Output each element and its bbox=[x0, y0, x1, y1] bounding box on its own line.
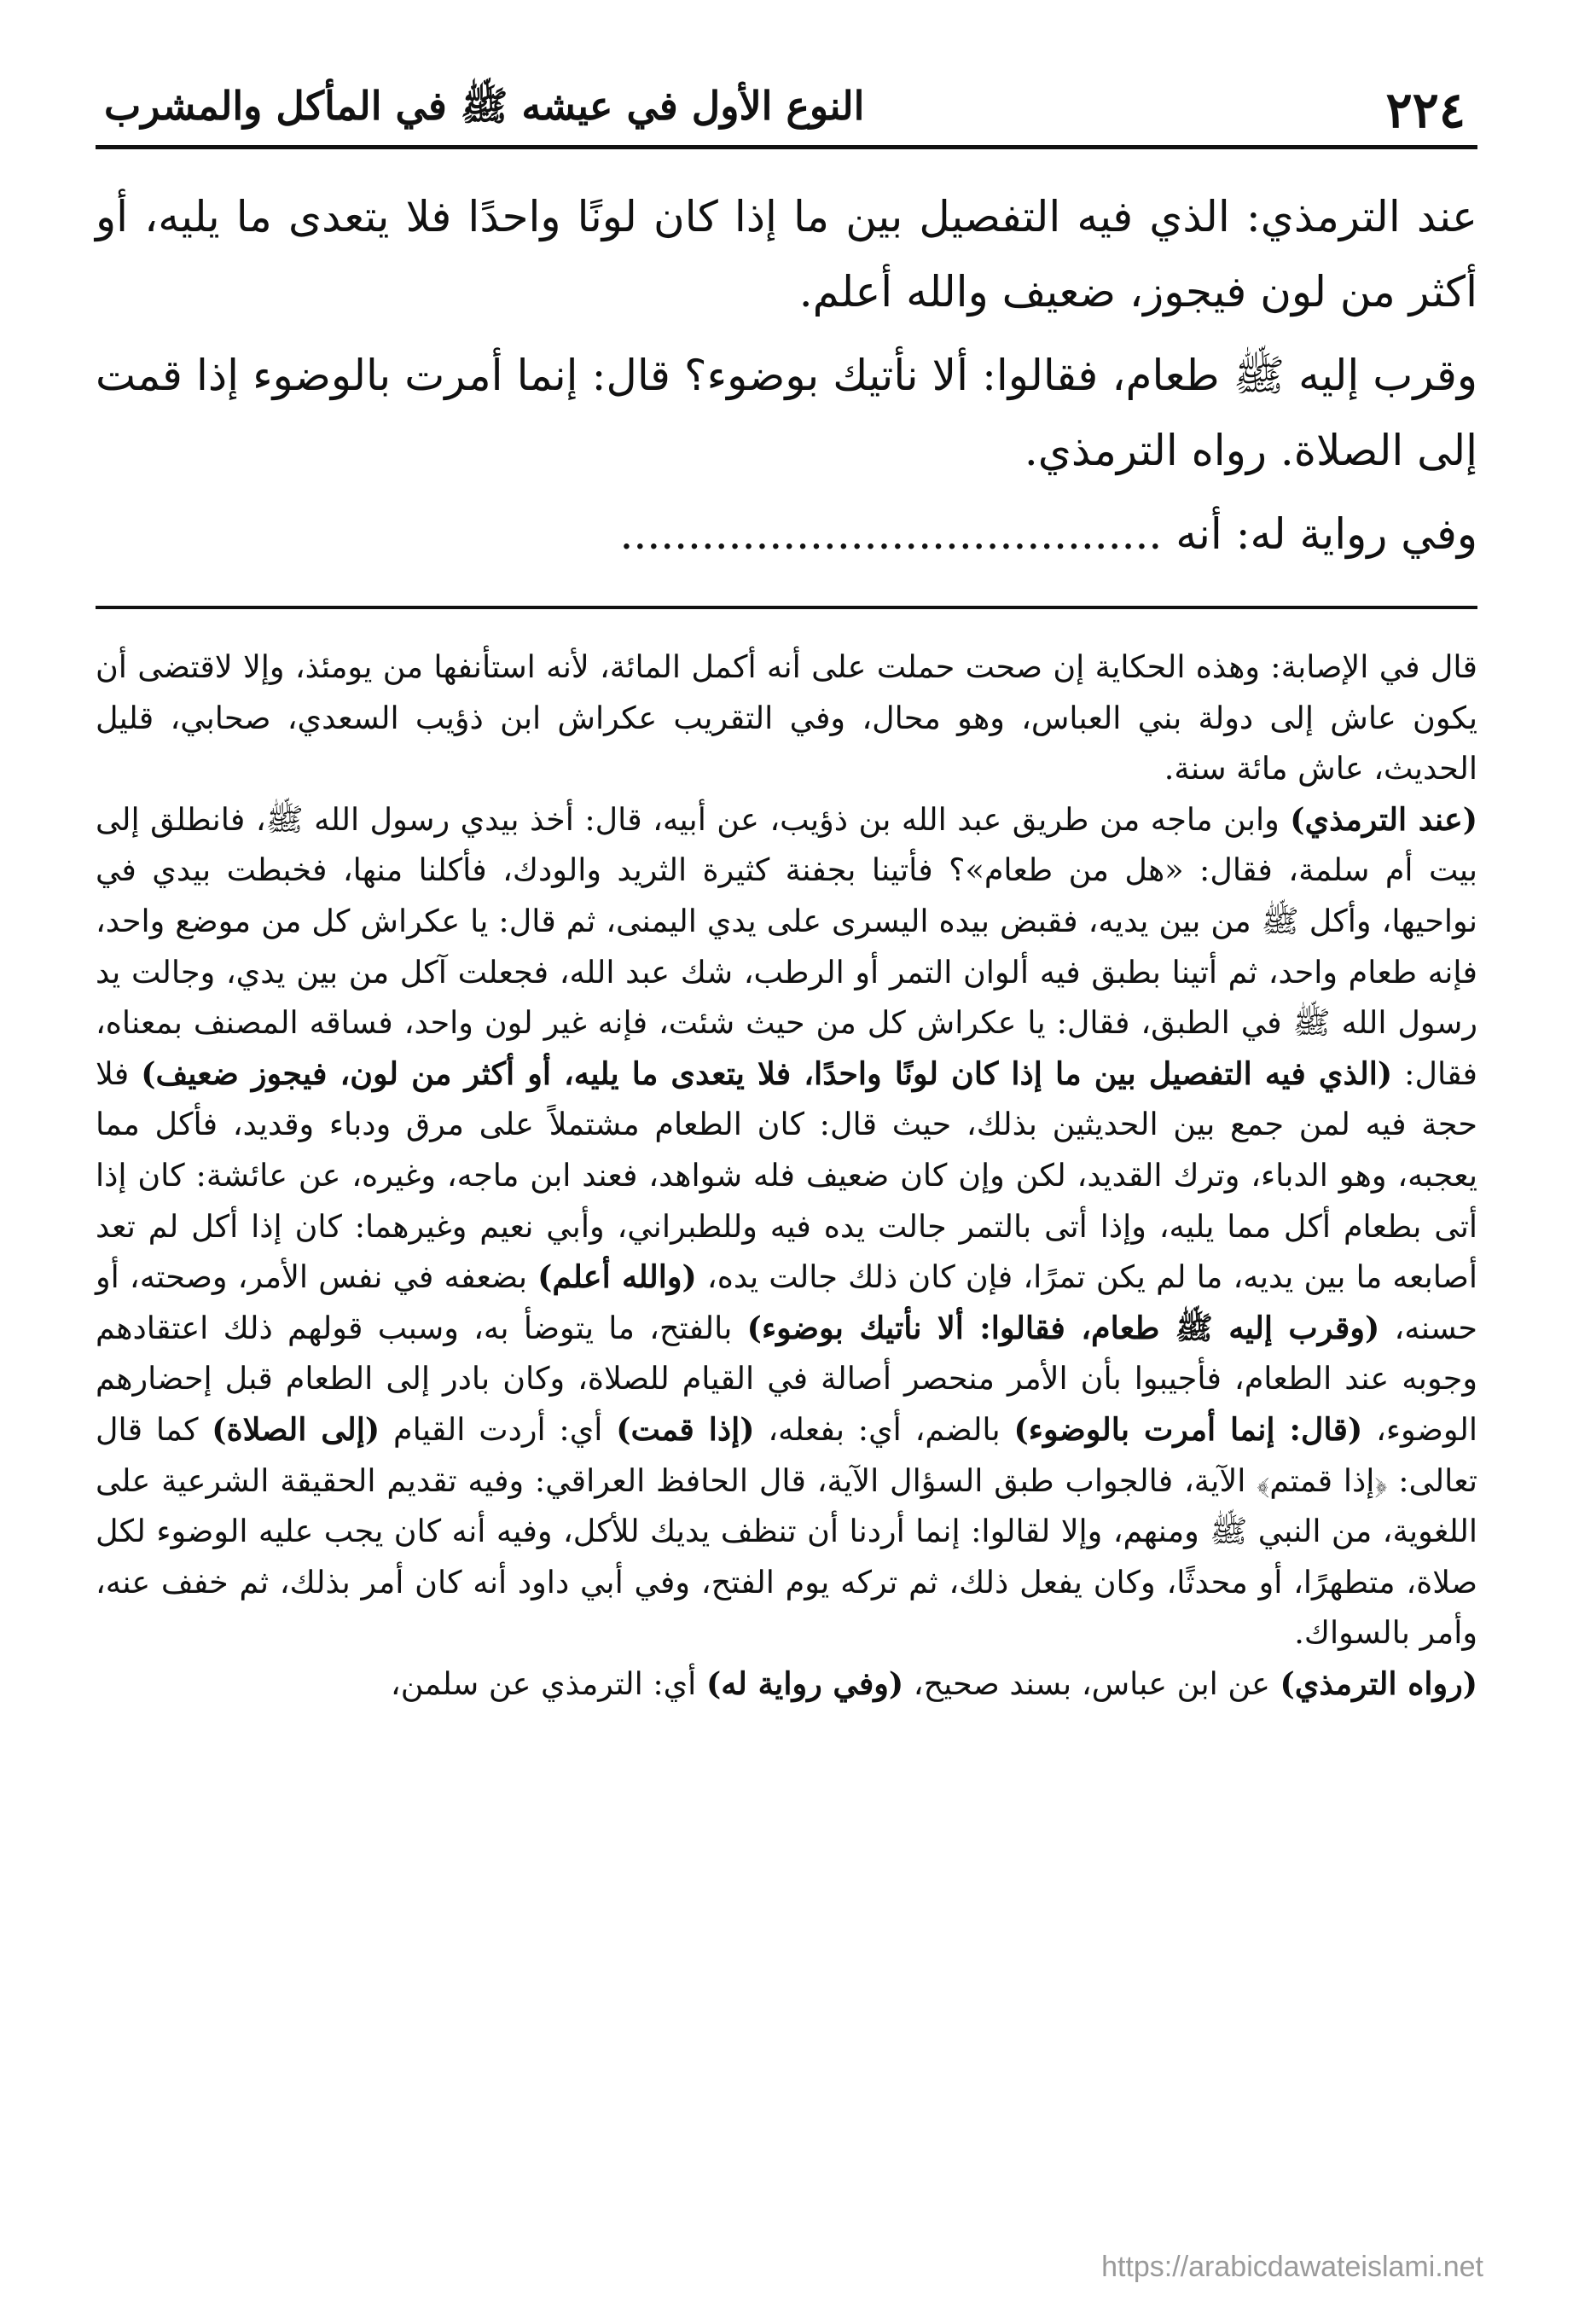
running-title: النوع الأول في عيشه ﷺ في المأكل والمشرب bbox=[104, 82, 865, 129]
commentary-text: أي: الترمذي عن سلمن، bbox=[390, 1665, 706, 1702]
quoted-text: (إذا قمت) bbox=[616, 1410, 755, 1448]
quoted-text: (وقرب إليه ﷺ طعام، فقالوا: ألا نأتيك بوضوء) bbox=[746, 1309, 1380, 1346]
page-header bbox=[96, 75, 1477, 149]
commentary-section bbox=[96, 642, 1477, 1709]
quoted-text: (إلى الصلاة) bbox=[212, 1410, 380, 1448]
watermark-url: https://arabicdawateislami.net bbox=[1101, 2251, 1483, 2283]
quoted-text: (وفي رواية له) bbox=[705, 1665, 904, 1702]
commentary-paragraph bbox=[96, 794, 1477, 1659]
main-text bbox=[96, 179, 1477, 580]
ellipsis-dots: ........................................ bbox=[619, 509, 1163, 559]
commentary-text: بالفتح، ما يتوضأ به، وسبب قولهم ذلك اعتقادهم وجوبه عند الطعام، فأجيبوا بأن الأمر منحصر أصالة في القيام للصلاة، وكان بادر إلى الطعام قبل إحضارهم الوضوء، bbox=[96, 1309, 1477, 1448]
page-number: ٢٢٤ bbox=[1385, 81, 1466, 139]
commentary-text: وابن ماجه من طريق عبد الله بن ذؤيب، عن أبيه، قال: أخذ بيدي رسول الله ﷺ، فانطلق إلى بيت أم سلمة، فقال: «هل من طعام»؟ فأتينا بجفنة كثيرة الثريد والودك، فأكلنا منها، فخبطت بيدي في نواحيها، وأكل ﷺ من بين يديه، فقبض بيده اليسرى على يدي اليمنى، ثم قال: يا عكراش كل من موضع واحد، فإنه طعام واحد، ثم أتينا بطبق فيه ألوان التمر أو الرطب، شك عبد الله، فجعلت آكل من بين يدي، وجالت يد رسول الله ﷺ في الطبق، فقال: يا عكراش كل من حيث شئت، فإنه غير لون واحد، فساقه المصنف بمعناه، فقال: bbox=[96, 800, 1478, 1092]
main-paragraph bbox=[96, 497, 1477, 572]
commentary-paragraph bbox=[96, 1659, 1477, 1710]
commentary-text: بالضم، أي: بفعله، bbox=[754, 1410, 1014, 1448]
commentary-text: أي: أردت القيام bbox=[380, 1410, 617, 1448]
main-paragraph: عند الترمذي: الذي فيه التفصيل بين ما إذا كان لونًا واحدًا فلا يتعدى ما يليه، أو أكثر من لون فيجوز، ضعيف والله أعلم. bbox=[96, 192, 1477, 317]
commentary-text: كما قال تعالى: ﴿إذا قمتم﴾ الآية، فالجواب طبق السؤال الآية، قال الحافظ العراقي: وفيه تقديم الحقيقة الشرعية على اللغوية، من النبي ﷺ ومنهم، وإلا لقالوا: إنما أردنا أن تنظف يديك للأكل، وفيه أنه كان يجب عليه الوضوء لكل صلاة، متطهرًا، أو محدثًا، وكان يفعل ذلك، ثم تركه يوم الفتح، وفي أبي داود أنه كان أمر بذلك، ثم خفف عنه، وأمر بالسواك. bbox=[96, 1410, 1477, 1652]
commentary-text: فلا حجة فيه لمن جمع بين الحديثين بذلك، حيث قال: كان الطعام مشتملاً على مرق ودباء وقديد، فأكل مما يعجبه، وهو الدباء، وترك القديد، لكن وإن كان ضعيف فله شواهد، فعند ابن ماجه، وغيره، عن عائشة: كان إذا أتى بطعام أكل مما يليه، وإذا أتى بالتمر جالت يده فيه وللطبراني، وأبي نعيم وغيرهما: كان إذا أكل لم تعد أصابعه ما بين يديه، ما لم يكن تمرًا، فإن كان ذلك جالت يده، bbox=[96, 1055, 1477, 1296]
main-paragraph: وقرب إليه ﷺ طعام، فقالوا: ألا نأتيك بوضوء؟ قال: إنما أمرت بالوضوء إذا قمت إلى الصلاة. رواه الترمذي. bbox=[96, 351, 1477, 475]
quoted-text: (قال: إنما أمرت بالوضوء) bbox=[1013, 1410, 1363, 1448]
quoted-text: (والله أعلم) bbox=[537, 1258, 697, 1296]
main-paragraph-text: وفي رواية له: أنه bbox=[1175, 509, 1477, 559]
quoted-text: (عند الترمذي) bbox=[1290, 800, 1477, 838]
separator-line bbox=[96, 606, 1477, 609]
quoted-text: (رواه الترمذي) bbox=[1280, 1665, 1477, 1702]
commentary-text: عن ابن عباس، بسند صحيح، bbox=[903, 1665, 1280, 1702]
quoted-text: (الذي فيه التفصيل بين ما إذا كان لونًا واحدًا، فلا يتعدى ما يليه، أو أكثر من لون، فيجوز ضعيف) bbox=[141, 1055, 1393, 1092]
commentary-text: بضعفه في نفس الأمر، وصحته، أو حسنه، bbox=[96, 1258, 1477, 1346]
commentary-paragraph: قال في الإصابة: وهذه الحكاية إن صحت حملت على أنه أكمل المائة، لأنه استأنفها من يومئذ، وإلا لاقتضى أن يكون عاش إلى دولة بني العباس، وهو محال، وفي التقريب عكراش ابن ذؤيب السعدي، صحابي، قليل الحديث، عاش مائة سنة. bbox=[96, 648, 1477, 787]
